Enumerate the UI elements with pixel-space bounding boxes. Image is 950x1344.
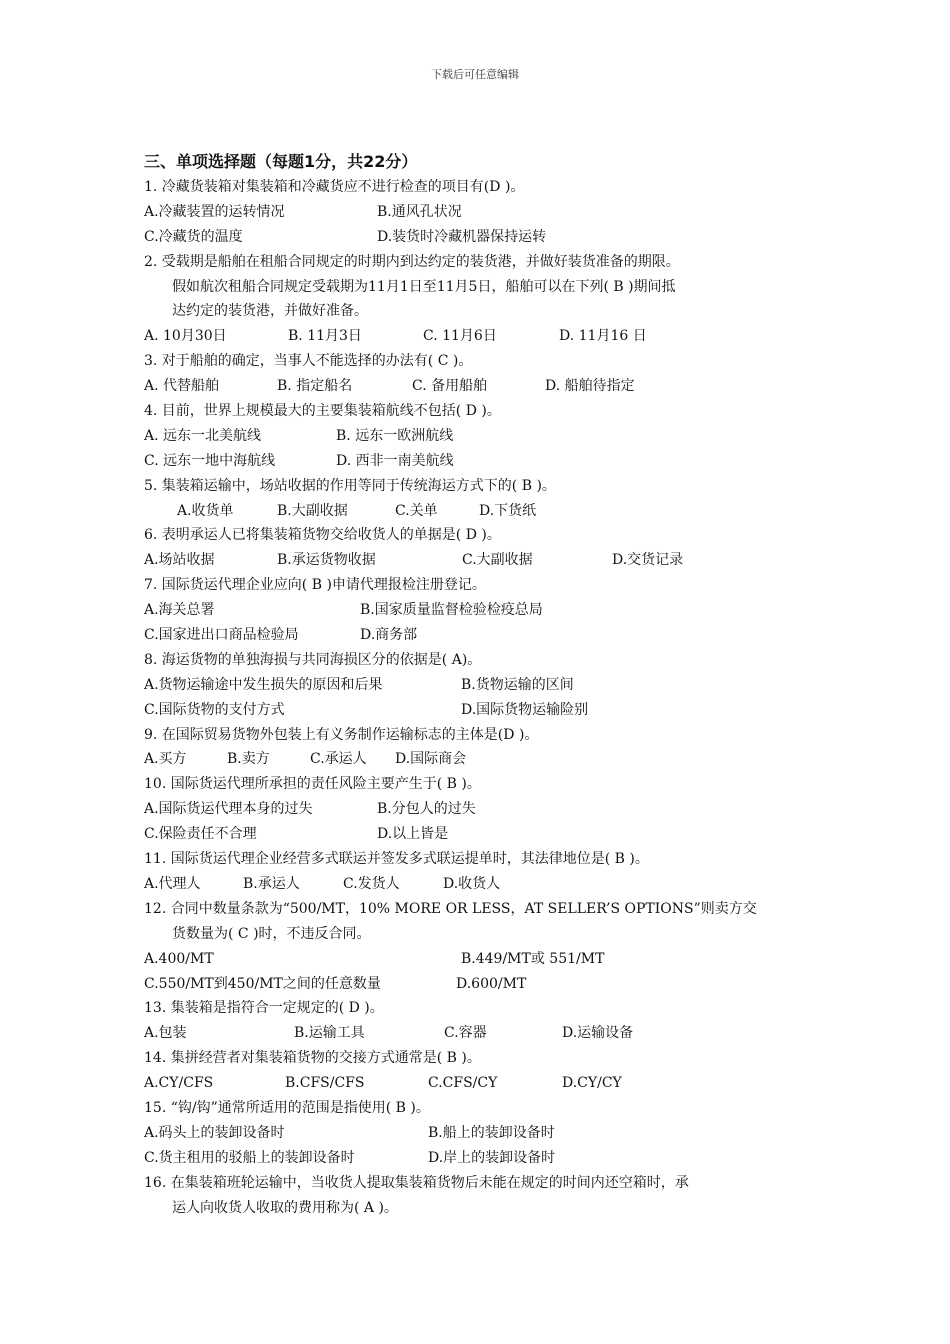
option-row bbox=[144, 747, 824, 772]
answer-option: A.400/MT bbox=[144, 950, 214, 967]
answer-option: D.装货时冷藏机器保持运转 bbox=[377, 228, 547, 245]
answer-option: D.国际货物运输险别 bbox=[461, 701, 589, 718]
question-text: 9. 在国际贸易货物外包装上有义务制作运输标志的主体是(D )。 bbox=[144, 726, 539, 743]
answer-option: A.国际货运代理本身的过失 bbox=[144, 801, 313, 818]
option-row bbox=[144, 698, 824, 723]
header-note: 下载后可任意编辑 bbox=[431, 68, 519, 81]
answer-option: C. 备用船舶 bbox=[412, 378, 488, 395]
answer-option: B. 远东一欧洲航线 bbox=[336, 427, 454, 444]
answer-option: A. 代替船舶 bbox=[144, 378, 220, 395]
answer-option: B.船上的装卸设备时 bbox=[428, 1124, 555, 1141]
answer-option: A.买方 bbox=[144, 751, 187, 768]
answer-option: B.449/MT或 551/MT bbox=[461, 950, 605, 967]
answer-option: D. 船舶待指定 bbox=[545, 378, 635, 395]
answer-option: D.岸上的装卸设备时 bbox=[428, 1149, 556, 1166]
answer-option: A.码头上的装卸设备时 bbox=[144, 1124, 285, 1141]
answer-option: C.承运人 bbox=[310, 751, 367, 768]
answer-option: D.CY/CY bbox=[562, 1075, 622, 1092]
answer-option: A.收货单 bbox=[177, 502, 234, 519]
answer-option: B.通风孔状况 bbox=[377, 203, 462, 220]
answer-option: D.下货纸 bbox=[479, 502, 537, 519]
option-row bbox=[144, 598, 824, 623]
option-row bbox=[144, 324, 824, 349]
option-row bbox=[144, 623, 824, 648]
question-text-continued: 假如航次租船合同规定受载期为11月1日至11月5日，船舶可以在下列( B )期间抵 bbox=[172, 278, 676, 295]
answer-option: C.CFS/CY bbox=[428, 1075, 498, 1092]
answer-option: C.发货人 bbox=[343, 875, 400, 892]
option-row bbox=[144, 424, 824, 449]
option-row bbox=[144, 947, 824, 972]
answer-option: A.场站收据 bbox=[144, 552, 215, 569]
answer-option: D. 11月16 日 bbox=[559, 328, 647, 345]
answer-option: A.货物运输途中发生损失的原因和后果 bbox=[144, 676, 383, 693]
question-text: 3. 对于船舶的确定，当事人不能选择的办法有( C )。 bbox=[144, 353, 473, 370]
answer-option: C.货主租用的驳船上的装卸设备时 bbox=[144, 1149, 355, 1166]
question-text: 10. 国际货运代理所承担的责任风险主要产生于( B )。 bbox=[144, 776, 481, 793]
answer-option: B.CFS/CFS bbox=[285, 1075, 365, 1092]
answer-option: B.分包人的过失 bbox=[377, 801, 476, 818]
option-row bbox=[144, 499, 824, 524]
option-row bbox=[144, 200, 824, 225]
option-row bbox=[144, 972, 824, 997]
answer-option: B.货物运输的区间 bbox=[461, 676, 574, 693]
option-row bbox=[144, 872, 824, 897]
answer-option: C.冷藏货的温度 bbox=[144, 228, 243, 245]
question-text: 15. “钩/钩”通常所适用的范围是指使用( B )。 bbox=[144, 1099, 430, 1116]
option-row bbox=[144, 374, 824, 399]
option-row bbox=[144, 225, 824, 250]
question-text-continued: 达约定的装货港，并做好准备。 bbox=[172, 303, 368, 320]
answer-option: A. 10月30日 bbox=[144, 328, 227, 345]
option-row bbox=[144, 1021, 824, 1046]
option-row bbox=[144, 673, 824, 698]
answer-option: C.550/MT到450/MT之间的任意数量 bbox=[144, 975, 381, 992]
option-row bbox=[144, 548, 824, 573]
question-text: 5. 集装箱运输中，场站收据的作用等同于传统海运方式下的( B )。 bbox=[144, 477, 556, 494]
answer-option: B.运输工具 bbox=[294, 1025, 365, 1042]
question-text: 11. 国际货运代理企业经营多式联运并签发多式联运提单时，其法律地位是( B )。 bbox=[144, 851, 649, 868]
option-row bbox=[144, 1071, 824, 1096]
option-row bbox=[144, 1146, 824, 1171]
answer-option: D. 西非一南美航线 bbox=[336, 452, 454, 469]
answer-option: D.交货记录 bbox=[612, 552, 684, 569]
answer-option: A.海关总署 bbox=[144, 602, 215, 619]
option-row bbox=[144, 797, 824, 822]
answer-option: B.卖方 bbox=[227, 751, 270, 768]
answer-option: D.运输设备 bbox=[562, 1025, 634, 1042]
answer-option: B. 指定船名 bbox=[277, 378, 353, 395]
question-text: 7. 国际货运代理企业应向( B )申请代理报检注册登记。 bbox=[144, 577, 486, 594]
question-text: 12. 合同中数量条款为“500/MT，10% MORE OR LESS，AT SELLER’S OPTIONS”则卖方交 bbox=[144, 900, 757, 917]
answer-option: C. 11月6日 bbox=[423, 328, 497, 345]
answer-option: C.国际货物的支付方式 bbox=[144, 701, 285, 718]
question-text: 2. 受载期是船舶在租船合同规定的时期内到达约定的装货港，并做好装货准备的期限。 bbox=[144, 253, 680, 270]
option-row bbox=[144, 449, 824, 474]
answer-option: B.国家质量监督检验检疫总局 bbox=[360, 602, 543, 619]
answer-option: C. 远东一地中海航线 bbox=[144, 452, 276, 469]
question-text-continued: 货数量为( C )时，不违反合同。 bbox=[172, 925, 371, 942]
answer-option: C.大副收据 bbox=[462, 552, 533, 569]
section-title: 三、单项选择题（每题1分，共22分） bbox=[144, 152, 418, 171]
answer-option: C.保险责任不合理 bbox=[144, 826, 257, 843]
answer-option: C.国家进出口商品检验局 bbox=[144, 627, 299, 644]
answer-option: B.大副收据 bbox=[277, 502, 348, 519]
option-row bbox=[144, 822, 824, 847]
question-list bbox=[144, 150, 824, 1220]
answer-option: A.CY/CFS bbox=[144, 1075, 214, 1092]
question-text: 13. 集装箱是指符合一定规定的( D )。 bbox=[144, 1000, 384, 1017]
answer-option: B.承运货物收据 bbox=[277, 552, 376, 569]
answer-option: D.以上皆是 bbox=[377, 826, 449, 843]
answer-option: A.包装 bbox=[144, 1025, 187, 1042]
answer-option: A. 远东一北美航线 bbox=[144, 427, 262, 444]
answer-option: B.承运人 bbox=[243, 875, 300, 892]
answer-option: C.容器 bbox=[444, 1025, 487, 1042]
answer-option: D.商务部 bbox=[360, 627, 418, 644]
answer-option: B. 11月3日 bbox=[288, 328, 362, 345]
question-text: 14. 集拼经营者对集装箱货物的交接方式通常是( B )。 bbox=[144, 1050, 481, 1067]
answer-option: C.关单 bbox=[395, 502, 438, 519]
question-text-continued: 运人向收货人收取的费用称为( A )。 bbox=[172, 1199, 398, 1216]
answer-option: D.国际商会 bbox=[395, 751, 467, 768]
question-text: 8. 海运货物的单独海损与共同海损区分的依据是( A)。 bbox=[144, 651, 482, 668]
answer-option: D.收货人 bbox=[443, 875, 501, 892]
question-text: 4. 目前，世界上规模最大的主要集装箱航线不包括( D )。 bbox=[144, 403, 501, 420]
answer-option: D.600/MT bbox=[456, 975, 527, 992]
answer-option: A.代理人 bbox=[144, 875, 201, 892]
answer-option: A.冷藏装置的运转情况 bbox=[144, 203, 285, 220]
question-text: 6. 表明承运人已将集装箱货物交给收货人的单据是( D )。 bbox=[144, 527, 501, 544]
option-row bbox=[144, 1121, 824, 1146]
question-text: 16. 在集装箱班轮运输中，当收货人提取集装箱货物后未能在规定的时间内还空箱时，承 bbox=[144, 1174, 689, 1191]
question-text: 1. 冷藏货装箱对集装箱和冷藏货应不进行检查的项目有(D )。 bbox=[144, 179, 525, 195]
